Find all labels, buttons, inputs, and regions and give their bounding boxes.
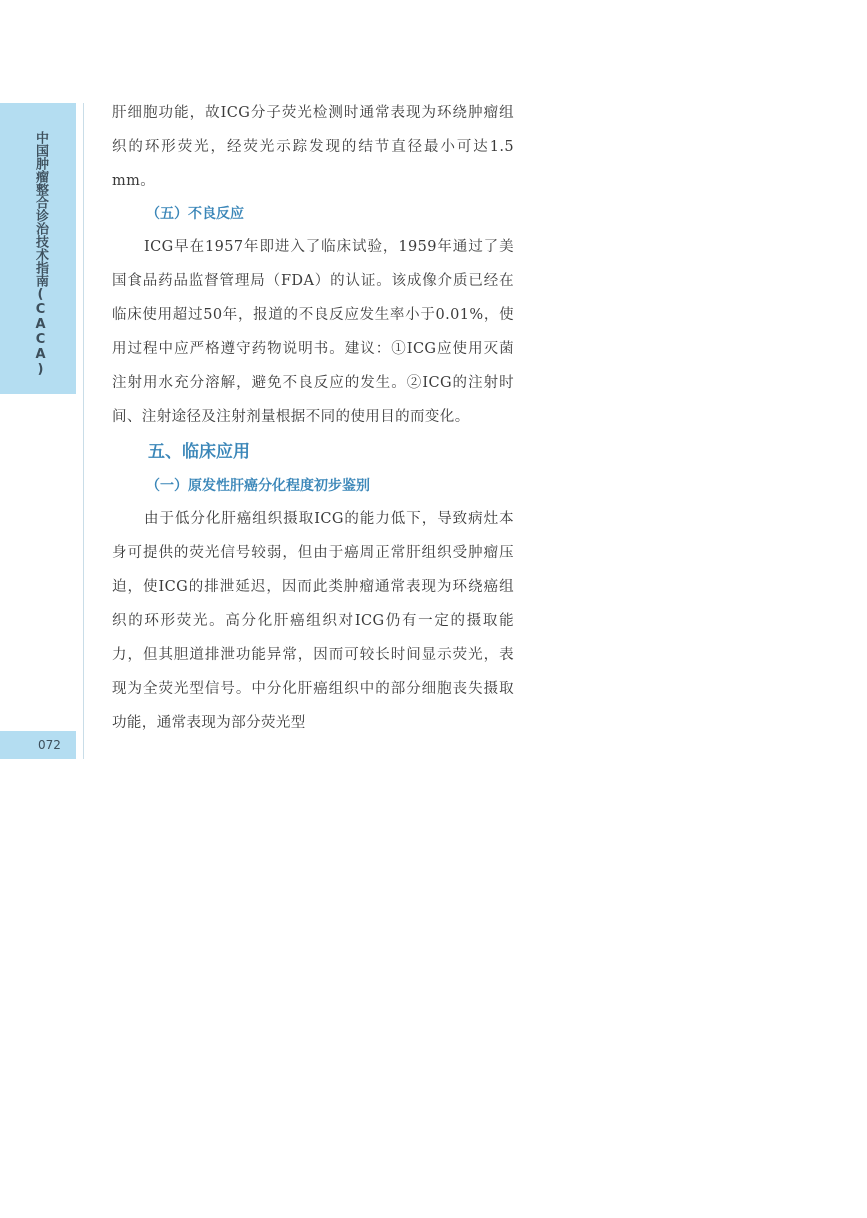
paragraph-continued: 肝细胞功能，故ICG分子荧光检测时通常表现为环绕肿瘤组织的环形荧光，经荧光示踪发现的结节直径最小可达1.5 mm。 xyxy=(112,105,514,189)
main-content xyxy=(112,96,514,740)
section-heading-clinical: 五、临床应用 xyxy=(148,442,250,462)
page-number: 072 xyxy=(38,738,61,752)
paragraph-liver: 由于低分化肝癌组织摄取ICG的能力低下，导致病灶本身可提供的荧光信号较弱，但由于癌周正常肝组织受肿瘤压迫，使ICG的排泄延迟，因而此类肿瘤通常表现为环绕癌组织的环形荧光。高分化肝癌组织对ICG仍有一定的摄取能力，但其胆道排泄功能异常，因而可较长时间显示荧光，表现为全荧光型信号。中分化肝癌组织中的部分细胞丧失摄取功能，通常表现为部分荧光型 xyxy=(112,511,514,731)
paragraph-adverse: ICG早在1957年即进入了临床试验，1959年通过了美国食品药品监督管理局（FDA）的认证。该成像介质已经在临床使用超过50年，报道的不良反应发生率小于0.01%，使用过程中应严格遵守药物说明书。建议：①ICG应使用灭菌注射用水充分溶解，避免不良反应的发生。②ICG的注射时间、注射途径及注射剂量根据不同的使用目的而变化。 xyxy=(112,239,514,425)
subsection-heading-liver: （一）原发性肝癌分化程度初步鉴别 xyxy=(146,478,370,494)
book-title: 中国肿瘤整合诊治技术指南(CACA) xyxy=(33,131,48,377)
subsection-heading-adverse: （五）不良反应 xyxy=(146,206,244,222)
margin-divider xyxy=(83,103,84,759)
